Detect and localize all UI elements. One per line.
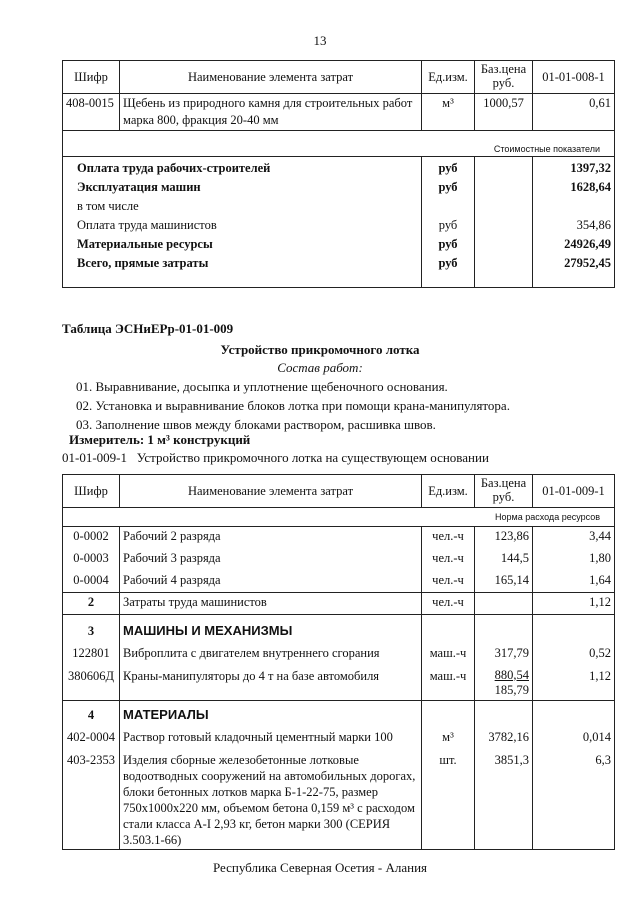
- total-unit: руб: [422, 254, 475, 288]
- header-unit: Ед.изм.: [422, 61, 475, 94]
- work-title: Устройство прикромочного лотка: [220, 342, 420, 357]
- name: Краны-манипуляторы до 4 т на базе автомобиля: [120, 667, 422, 701]
- norm-label: Норма расхода ресурсов: [63, 508, 615, 527]
- works-list: [76, 377, 510, 434]
- code: 0-0002: [63, 527, 120, 549]
- resource-table-2: [62, 474, 615, 850]
- work-item: 01. Выравнивание, досыпка и уплотнение щебеночного основания.: [76, 379, 448, 394]
- total-label: Оплата труда машинистов: [63, 216, 422, 235]
- section-num: 3: [63, 615, 120, 641]
- unit: чел.-ч: [422, 549, 475, 571]
- price: 3851,3: [475, 751, 533, 850]
- unit: чел.-ч: [422, 571, 475, 593]
- name: Рабочий 4 разряда: [120, 571, 422, 593]
- total-unit: руб: [422, 235, 475, 254]
- price: 880,54: [494, 667, 529, 682]
- value: 3,44: [533, 527, 615, 549]
- total-label: Всего, прямые затраты: [63, 254, 422, 288]
- value: 1,80: [533, 549, 615, 571]
- price2: 185,79: [494, 682, 529, 697]
- work-item: 02. Установка и выравнивание блоков лотка при помощи крана-манипулятора.: [76, 398, 510, 413]
- name: Затраты труда машинистов: [120, 593, 422, 615]
- total-value: 1628,64: [533, 178, 615, 197]
- total-label: Материальные ресурсы: [63, 235, 422, 254]
- total-label: в том числе: [63, 197, 422, 216]
- unit: шт.: [422, 751, 475, 850]
- unit: м³: [422, 725, 475, 751]
- code-line: 01-01-009-1 Устройство прикромочного лотка на существующем основании: [62, 450, 489, 465]
- unit: маш.-ч: [422, 667, 475, 701]
- total-label: Эксплуатация машин: [63, 178, 422, 197]
- total-unit: руб: [422, 216, 475, 235]
- section-title: МАШИНЫ И МЕХАНИЗМЫ: [120, 615, 422, 641]
- name: Раствор готовый кладочный цементный марки 100: [120, 725, 422, 751]
- header-name: Наименование элемента затрат: [120, 475, 422, 508]
- code: 403-2353: [63, 751, 120, 850]
- total-value: 27952,45: [533, 254, 615, 288]
- cost-table-1: [62, 60, 615, 288]
- price: 123,86: [475, 527, 533, 549]
- price: 165,14: [475, 571, 533, 593]
- value: 1,12: [533, 667, 615, 701]
- code: 0-0004: [63, 571, 120, 593]
- header-code: Шифр: [63, 61, 120, 94]
- code: 122801: [63, 641, 120, 667]
- composition-title: Состав работ:: [277, 360, 363, 375]
- code: 380606Д: [63, 667, 120, 701]
- value: 6,3: [533, 751, 615, 850]
- name: Виброплита с двигателем внутреннего сгорания: [120, 641, 422, 667]
- total-value: 1397,32: [533, 157, 615, 178]
- footer: Республика Северная Осетия - Алания: [212, 860, 428, 875]
- table-title: Таблица ЭСНиЕРр-01-01-009: [62, 321, 234, 336]
- header-unit: Ед.изм.: [422, 475, 475, 508]
- value: 1,64: [533, 571, 615, 593]
- row-code: 408-0015: [63, 94, 120, 131]
- header-name: Наименование элемента затрат: [120, 61, 422, 94]
- header-price: Баз.цена руб.: [475, 61, 533, 94]
- value: 1,12: [533, 593, 615, 615]
- code: 2: [63, 593, 120, 615]
- header-col: 01-01-009-1: [533, 475, 615, 508]
- section-label: Стоимостные показатели: [63, 142, 615, 157]
- total-unit: руб: [422, 157, 475, 178]
- header-code: Шифр: [63, 475, 120, 508]
- measure: Измеритель: 1 м³ конструкций: [69, 432, 251, 447]
- price: 144,5: [475, 549, 533, 571]
- price: 317,79: [475, 641, 533, 667]
- unit: чел.-ч: [422, 593, 475, 615]
- total-unit: руб: [422, 178, 475, 197]
- name: Рабочий 2 разряда: [120, 527, 422, 549]
- section-title: МАТЕРИАЛЫ: [120, 701, 422, 725]
- name: Изделия сборные железобетонные лотковые водоотводных сооружений на автомобильных дорогах, блоки бетонных лотков марка Б-1-22-75, размер 750х1000х220 мм, объемом бетона 0,159 м³ с расходом стали класса А-I 2,93 кг, бетон марки 300 (СЕРИЯ 3.503.1-66): [120, 751, 422, 850]
- total-label: Оплата труда рабочих-строителей: [63, 157, 422, 178]
- row-value: 0,61: [533, 94, 615, 131]
- value: 0,52: [533, 641, 615, 667]
- header-price: Баз.цена руб.: [475, 475, 533, 508]
- unit: чел.-ч: [422, 527, 475, 549]
- name: Рабочий 3 разряда: [120, 549, 422, 571]
- page-number: 13: [313, 33, 327, 48]
- work-item: 03. Заполнение швов между блоками раствором, расшивка швов.: [76, 417, 436, 432]
- row-unit: м³: [422, 94, 475, 131]
- code: 402-0004: [63, 725, 120, 751]
- code: 0-0003: [63, 549, 120, 571]
- total-value: 354,86: [533, 216, 615, 235]
- price: 3782,16: [475, 725, 533, 751]
- total-value: 24926,49: [533, 235, 615, 254]
- value: 0,014: [533, 725, 615, 751]
- header-col: 01-01-008-1: [533, 61, 615, 94]
- section-num: 4: [63, 701, 120, 725]
- row-name: Щебень из природного камня для строительных работ марка 800, фракция 20-40 мм: [120, 94, 422, 131]
- unit: маш.-ч: [422, 641, 475, 667]
- row-price: 1000,57: [475, 94, 533, 131]
